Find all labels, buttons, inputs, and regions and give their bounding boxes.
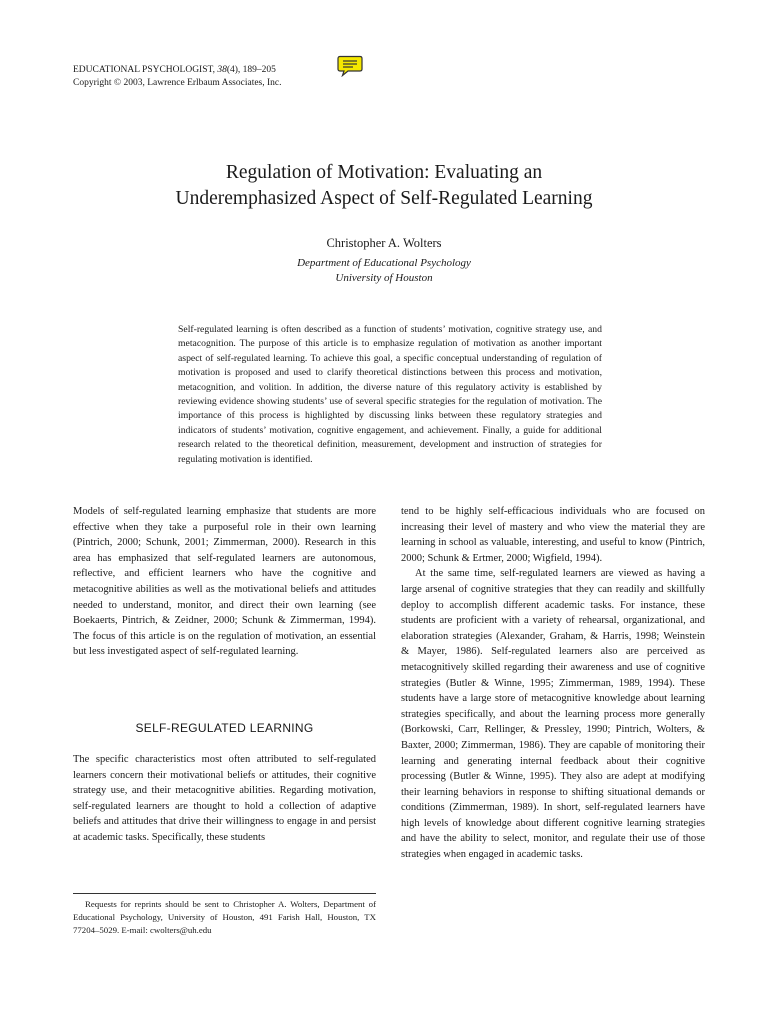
- right-paragraph-1: tend to be highly self-efficacious individuals who are focused on increasing their level of mastery and who view the material they are learning in school as valuable, interesting, and useful to know (Pintrich, 2000; Schunk & Ertmer, 2000; Wigfield, 1994).: [401, 506, 705, 564]
- copyright-line: Copyright © 2003, Lawrence Erlbaum Associates, Inc.: [73, 78, 282, 88]
- section-paragraph: The specific characteristics most often attributed to self-regulated learners concern their motivational beliefs or attitudes, their cognitive strategy use, and their metacognitive abilities. Regarding motivation, self-regulated learners are thought to hold a collection of adaptive beliefs and attitudes that drive their willingness to engage in and persist at academic tasks. Specifically, these students: [73, 754, 376, 843]
- university: University of Houston: [335, 272, 433, 284]
- journal-issue-pages: (4), 189–205: [226, 65, 276, 75]
- department: Department of Educational Psychology: [297, 257, 471, 269]
- right-paragraph-2: At the same time, self-regulated learners are viewed as having a large arsenal of cognitive strategies that they can readily and skillfully deploy to accomplish different academic tasks. For instance, these students are proficient with a variety of rehearsal, organizational, and elaboration strategies (Alexander, Graham, & Harris, 1998; Weinstein & Mayer, 1986). Self-regulated learners also are perceived as metacognitively skilled regarding their awareness and use of cognitive strategies (Butler & Winne, 1995; Zimmerman, 1989, 1994). These students have a large store of metacognitive knowledge about learning strategies specifically, and about the learning process more generally (Borkowski, Carr, Rellinger, & Pressley, 1990; Pintrich, Wolters, & Baxter, 2000; Zimmerman, 1986). They are capable of monitoring their learning and generating internal feedback about their cognitive processing (Butler & Winne, 1995). They also are adept at modifying their learning behaviors in response to shifting situational demands or conditions (Zimmerman, 1989). In short, self-regulated learners have high levels of knowledge about different cognitive learning strategies and have the ability to select, monitor, and regulate their use of those strategies when engaged in academic tasks.: [401, 568, 705, 861]
- section-heading: SELF-REGULATED LEARNING: [135, 721, 314, 735]
- author-affiliation: [84, 256, 684, 286]
- comment-note-icon[interactable]: [337, 55, 363, 77]
- journal-citation: [73, 64, 282, 77]
- journal-volume: 38: [217, 65, 227, 75]
- left-column-section: [73, 752, 376, 846]
- footnote-divider: [73, 893, 376, 894]
- journal-header: [73, 64, 282, 90]
- footnote-text: Requests for reprints should be sent to Christopher A. Wolters, Department of Educational Psychology, University of Houston, 491 Farish Hall, Houston, TX 77204–5029. E-mail: cwolters@uh.edu: [73, 899, 376, 936]
- article-title: [84, 160, 684, 212]
- footnote: [73, 898, 376, 938]
- author-name: Christopher A. Wolters: [326, 236, 442, 250]
- left-column-intro: [73, 504, 376, 660]
- intro-paragraph: Models of self-regulated learning emphasize that students are more effective when they take a purposeful role in their own learning (Pintrich, 2000; Schunk, 2001; Zimmerman, 2000). Research in this area has emphasized that self-regulated learners are autonomous, reflective, and efficient learners who have the cognitive and metacognitive abilities as well as the motivational beliefs and attitudes needed to understand, monitor, and direct their own learning (see Boekaerts, Pintrich, & Zeidner, 2000; Schunk & Zimmerman, 1994). The focus of this article is on the regulation of motivation, an essential but less investigated aspect of self-regulated learning.: [73, 506, 376, 658]
- title-line-2: Underemphasized Aspect of Self-Regulated Learning: [175, 188, 593, 209]
- abstract: Self-regulated learning is often described as a function of students’ motivation, cognitive strategy use, and metacognition. The purpose of this article is to emphasize regulation of motivation as another important aspect of self-regulated learning. To achieve this goal, a specific conceptual understanding of regulation of motivation is proposed and used to clarify theoretical distinctions between this process and motivation, metacognition, and volition. In addition, the diverse nature of this regulatory activity is established by reviewing evidence showing students’ use of several specific strategies for the regulation of motivation. The importance of this process is highlighted by discussing links between these regulatory strategies and indicators of students’ motivation, cognitive engagement, and achievement. Finally, a guide for additional research related to the theoretical definition, measurement, development and instruction of strategies for regulating motivation is identified.: [178, 324, 602, 465]
- title-line-1: Regulation of Motivation: Evaluating an: [225, 162, 543, 183]
- journal-name: EDUCATIONAL PSYCHOLOGIST,: [73, 65, 215, 75]
- right-column: [401, 504, 705, 863]
